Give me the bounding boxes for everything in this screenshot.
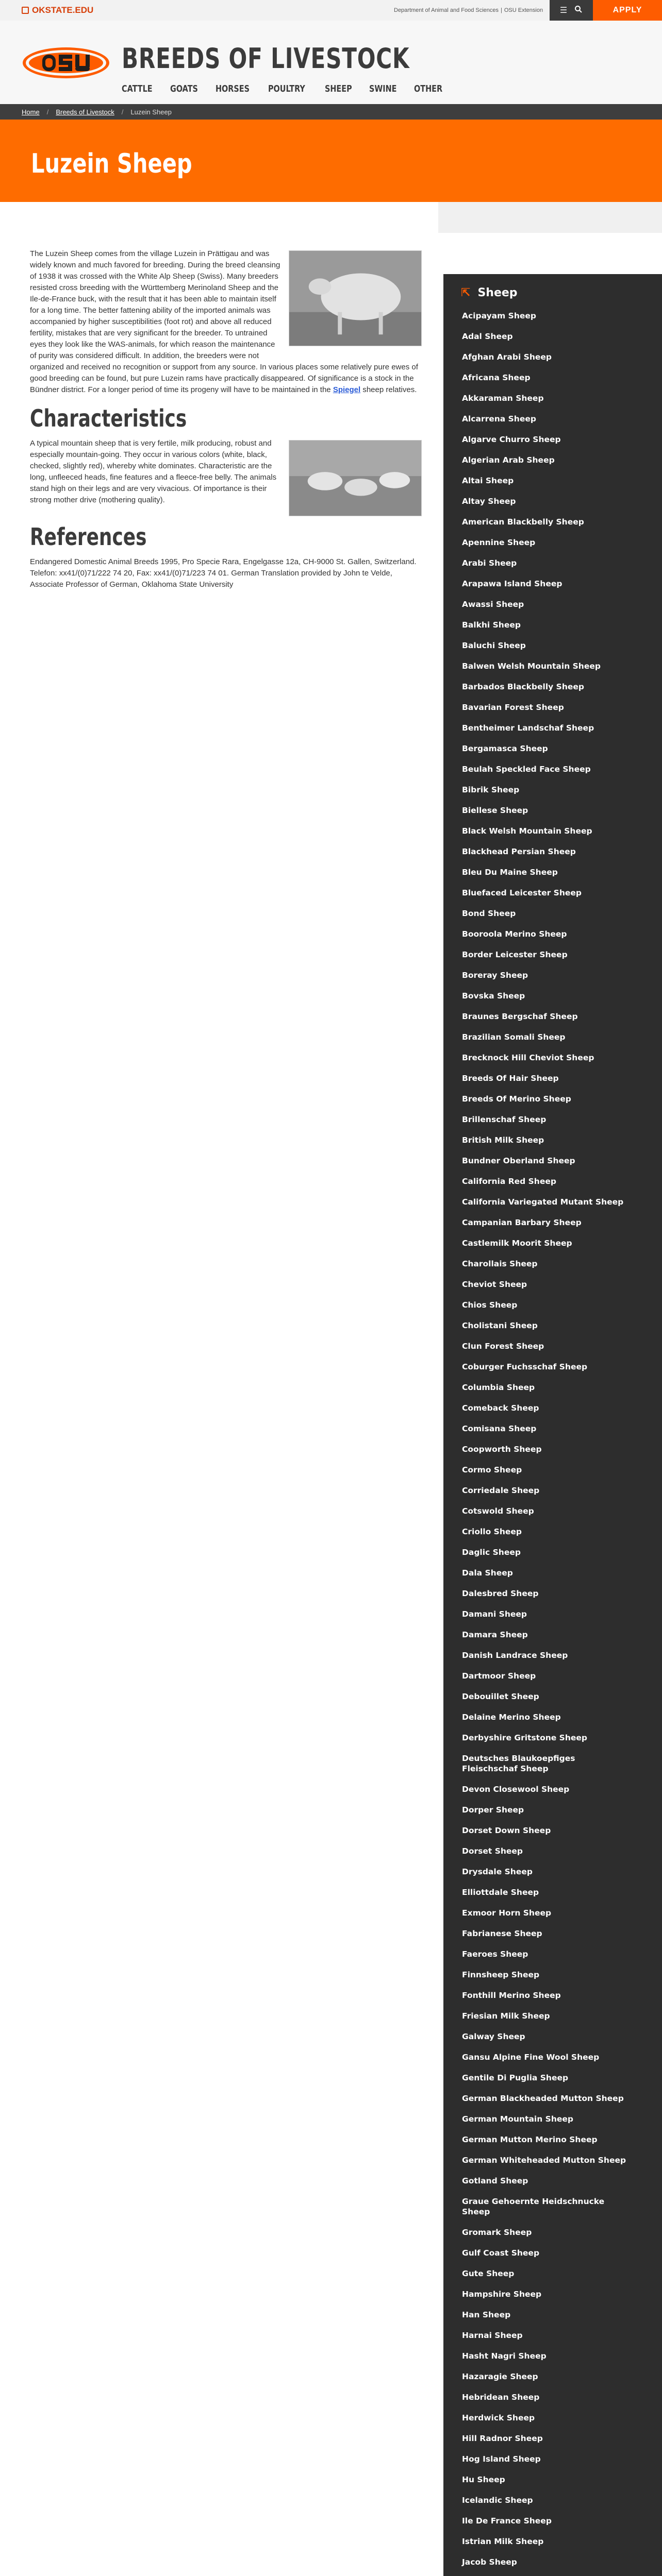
sidebar-item[interactable]: Cholistani Sheep (462, 1321, 538, 1330)
sidebar-item[interactable]: Bavarian Forest Sheep (462, 703, 564, 712)
utility-bar (0, 0, 662, 21)
sidebar-item[interactable]: Bovska Sheep (462, 991, 525, 1001)
sidebar-item[interactable]: German Whiteheaded Mutton Sheep (462, 2156, 626, 2165)
sidebar-item[interactable]: Dorper Sheep (462, 1805, 524, 1815)
intro-text: The Luzein Sheep comes from the village Luzein in Prättigau and was widely known and much favored for breeding. During the breed cleansing of 1938 it was crossed with the White Alp Sheep (Swiss). Many breeders resisted cross breeding with the Württemberg Merinoland Sheep and the Ile-de-France buck, with the result that it has been able to maintain itself for a long time. The better fattening ability of the imported animals was accompanied by higher susceptibilities (foot rot) and above all reduced fertility, mistakes that are very significant for the breeder. To untrained eyes they look like the WAS-animals, for which reason the maintenance of purity was considered difficult. In addition, the breeders were not organized and received no recognition or support from any source. In various places some relatively pure ewes of good breeding can be found, but pure Luzein rams have practically disappeared. Of significance is a stock in the Bündner district. For a longer period of time its progeny will have to be maintained in the (30, 249, 418, 394)
sidebar-item[interactable]: Danish Landrace Sheep (462, 1651, 568, 1660)
sidebar-item[interactable]: Chios Sheep (462, 1300, 518, 1310)
sidebar-item[interactable]: Clun Forest Sheep (462, 1342, 544, 1351)
sidebar-item[interactable]: Castlemilk Moorit Sheep (462, 1239, 572, 1248)
sidebar-item[interactable]: Exmoor Horn Sheep (462, 1908, 552, 1918)
sidebar-item[interactable]: Boreray Sheep (462, 971, 528, 980)
main-nav (122, 83, 460, 94)
sidebar-item[interactable]: Gotland Sheep (462, 2176, 528, 2185)
sidebar-item[interactable]: Coopworth Sheep (462, 1445, 542, 1454)
sidebar-item[interactable]: Dala Sheep (462, 1568, 513, 1578)
sidebar-item[interactable]: Apennine Sheep (462, 538, 536, 547)
references-heading: References (30, 523, 147, 551)
sidebar-item[interactable]: Ile De France Sheep (462, 2516, 552, 2526)
sidebar-item[interactable]: Gentile Di Puglia Sheep (462, 2073, 569, 2082)
nav-poultry[interactable]: POULTRY (268, 83, 306, 94)
sidebar-item[interactable]: Breeds Of Merino Sheep (462, 1094, 571, 1104)
sidebar-item[interactable] (462, 2572, 632, 2576)
sidebar-item[interactable]: Galway Sheep (462, 2032, 525, 2041)
sidebar-item[interactable]: Campanian Barbary Sheep (462, 1218, 582, 1227)
sidebar-item[interactable]: Gromark Sheep (462, 2228, 532, 2237)
sidebar-item[interactable]: Algarve Churro Sheep (462, 435, 561, 444)
osu-brand-icon (22, 7, 29, 14)
dept-link-osu-extension[interactable]: OSU Extension (504, 7, 543, 13)
sidebar-item[interactable]: Herdwick Sheep (462, 2413, 535, 2422)
hero-shadow-box (438, 202, 662, 233)
page-title: Luzein Sheep (31, 148, 192, 179)
sidebar-item[interactable]: Africana Sheep (462, 373, 531, 382)
sidebar-item[interactable]: Hu Sheep (462, 2475, 505, 2484)
okstate-link[interactable] (22, 5, 93, 15)
okstate-link-label: OKSTATE.EDU (32, 5, 94, 15)
sidebar-item[interactable]: American Blackbelly Sheep (462, 517, 584, 527)
sidebar-item[interactable]: Faeroes Sheep (462, 1950, 528, 1959)
main-content (30, 248, 422, 599)
sidebar-item[interactable]: Black Welsh Mountain Sheep (462, 826, 592, 836)
spiegel-link[interactable]: Spiegel (333, 385, 361, 394)
characteristics-heading: Characteristics (30, 404, 187, 432)
sidebar-item[interactable]: California Variegated Mutant Sheep (462, 1197, 624, 1207)
sidebar-item[interactable]: Afghan Arabi Sheep (462, 352, 552, 362)
characteristics-paragraph: A typical mountain sheep that is very fertile, milk producing, robust and especially mountain-going. They occur in various colors (white, black, checked, slightly red), whereby white dominates. Characteristic are the long, unfleeced heads, fine features and a fleece-free belly. The animals stand high on their legs and are very vivacious. Of importance is their strong mother drive (mothering quality). (30, 439, 277, 504)
sidebar-item[interactable]: Awassi Sheep (462, 600, 524, 609)
sidebar-item[interactable]: Cormo Sheep (462, 1465, 522, 1475)
sidebar-item[interactable]: Hasht Nagri Sheep (462, 2351, 547, 2361)
sidebar-item[interactable]: Bond Sheep (462, 909, 516, 918)
site-header (0, 21, 662, 109)
sidebar-item[interactable]: Balkhi Sheep (462, 620, 521, 630)
sidebar-item[interactable]: Hazaragie Sheep (462, 2372, 538, 2381)
sidebar-item[interactable]: Hampshire Sheep (462, 2290, 542, 2299)
sidebar-item[interactable]: Bergamasca Sheep (462, 744, 548, 753)
sidebar-item[interactable]: Drysdale Sheep (462, 1867, 533, 1876)
sidebar-item[interactable]: German Mutton Merino Sheep (462, 2135, 598, 2144)
sidebar-item[interactable]: Gute Sheep (462, 2269, 515, 2278)
department-links: Department of Animal and Food Sciences | OSU Extension (394, 7, 543, 13)
sidebar-item[interactable]: Bleu Du Maine Sheep (462, 868, 558, 877)
sidebar-item[interactable]: Icelandic Sheep (462, 2496, 533, 2505)
sidebar-heading[interactable] (455, 286, 662, 299)
sidebar-item[interactable]: Deutsches Blaukoepfiges Fleischschaf Sheep (462, 1754, 575, 1773)
sidebar-item[interactable]: Coburger Fuchsschaf Sheep (462, 1362, 588, 1371)
sidebar-item[interactable]: Charollais Sheep (462, 1259, 538, 1268)
sidebar-item[interactable]: Daglic Sheep (462, 1548, 521, 1557)
dept-link-animal-food-sciences[interactable]: Department of Animal and Food Sciences (394, 7, 499, 13)
sidebar-item[interactable]: Biellese Sheep (462, 806, 528, 815)
nav-cattle[interactable]: CATTLE (122, 83, 153, 94)
sidebar-item[interactable]: Alcarrena Sheep (462, 414, 536, 423)
sidebar-item[interactable]: Brazilian Somali Sheep (462, 1032, 566, 1042)
sidebar-item[interactable]: Cheviot Sheep (462, 1280, 527, 1289)
sidebar-item[interactable]: Han Sheep (462, 2310, 511, 2319)
sidebar-item[interactable]: Damara Sheep (462, 1630, 528, 1639)
sidebar-item[interactable]: Arabi Sheep (462, 558, 517, 568)
apply-button[interactable]: APPLY (593, 0, 662, 21)
sidebar-item[interactable]: British Milk Sheep (462, 1136, 544, 1145)
sidebar-item[interactable]: Acipayam Sheep (462, 311, 537, 320)
sidebar-item[interactable]: Blackhead Persian Sheep (462, 847, 576, 856)
sidebar-item[interactable]: Graue Gehoernte Heidschnucke Sheep (462, 2197, 605, 2216)
sheep-photo (289, 250, 422, 346)
sidebar-item[interactable]: Breeds Of Hair Sheep (462, 1074, 559, 1083)
intro-text-end: sheep relatives. (360, 385, 417, 394)
sidebar-item[interactable]: Debouillet Sheep (462, 1692, 539, 1701)
arrow-icon: ⇱ (461, 286, 471, 299)
breadcrumb-breeds[interactable]: Breeds of Livestock (56, 108, 114, 116)
search-icon[interactable] (574, 5, 583, 16)
sidebar-item[interactable]: Columbia Sheep (462, 1383, 535, 1392)
sidebar-item[interactable]: Criollo Sheep (462, 1527, 522, 1536)
nav-goats[interactable]: GOATS (170, 83, 198, 94)
sidebar-item[interactable]: Bentheimer Landschaf Sheep (462, 723, 594, 733)
sidebar-item[interactable]: Dalesbred Sheep (462, 1589, 539, 1598)
sidebar-item[interactable]: Dartmoor Sheep (462, 1671, 536, 1681)
sidebar-item[interactable]: German Blackheaded Mutton Sheep (462, 2094, 624, 2103)
sidebar-item[interactable]: Comisana Sheep (462, 1424, 537, 1433)
sidebar-item[interactable]: Algerian Arab Sheep (462, 455, 555, 465)
sidebar-item[interactable]: Booroola Merino Sheep (462, 929, 567, 939)
breadcrumb-separator: / (121, 108, 124, 116)
sidebar-item[interactable]: Altay Sheep (462, 497, 516, 506)
nav-swine[interactable]: SWINE (369, 83, 397, 94)
sidebar-item[interactable]: Corriedale Sheep (462, 1486, 540, 1495)
sidebar-item[interactable]: Fabrianese Sheep (462, 1929, 542, 1938)
sidebar-list (455, 306, 662, 2576)
sidebar-item[interactable]: Elliottdale Sheep (462, 1888, 539, 1897)
page-hero (0, 120, 662, 202)
sidebar-item[interactable]: Fonthill Merino Sheep (462, 1991, 561, 2000)
sidebar-item[interactable]: Beulah Speckled Face Sheep (462, 765, 591, 774)
sidebar-item[interactable]: Harnai Sheep (462, 2331, 523, 2340)
sidebar-item[interactable]: Devon Closewool Sheep (462, 1785, 570, 1794)
sidebar-item[interactable]: Friesian Milk Sheep (462, 2011, 550, 2021)
sidebar-item[interactable]: Cotswold Sheep (462, 1506, 534, 1516)
nav-other[interactable]: OTHER (413, 83, 442, 94)
sidebar-item[interactable]: German Mountain Sheep (462, 2114, 573, 2124)
nav-sheep[interactable]: SHEEP (325, 83, 352, 94)
sidebar-item[interactable]: Border Leicester Sheep (462, 950, 568, 959)
sidebar-item[interactable]: Dorset Sheep (462, 1846, 523, 1856)
breadcrumb-current: Luzein Sheep (130, 108, 172, 116)
sidebar-item[interactable]: Gulf Coast Sheep (462, 2248, 540, 2258)
breed-sidebar (443, 274, 662, 2576)
sidebar-item[interactable]: Bundner Oberland Sheep (462, 1156, 575, 1165)
sidebar-item[interactable]: Hebridean Sheep (462, 2393, 540, 2402)
sidebar-item[interactable]: Dorset Down Sheep (462, 1826, 551, 1835)
sidebar-heading-label: Sheep (477, 286, 518, 299)
sidebar-item[interactable]: Hog Island Sheep (462, 2454, 541, 2464)
sidebar-item[interactable]: Finnsheep Sheep (462, 1970, 540, 1979)
breadcrumb (0, 104, 662, 120)
sidebar-item[interactable]: Derbyshire Gritstone Sheep (462, 1733, 587, 1742)
sidebar-item[interactable]: Arapawa Island Sheep (462, 579, 562, 588)
osu-logo[interactable] (22, 41, 110, 84)
utility-buttons (550, 0, 593, 21)
sidebar-item[interactable]: Brecknock Hill Cheviot Sheep (462, 1053, 594, 1062)
sidebar-item[interactable]: Comeback Sheep (462, 1403, 539, 1413)
sidebar-item[interactable]: Barbados Blackbelly Sheep (462, 682, 584, 691)
references-paragraph: Endangered Domestic Animal Breeds 1995, Pro Specie Rara, Engelgasse 12a, CH-9000 St. Gallen, Switzerland. Telefon: xx41/(0)71/222 74 20, Fax: xx41/(0)71/223 74 01. German Translation provided by John te Velde, Associate Professor of German, Oklahoma State University (30, 557, 417, 589)
sidebar-item[interactable]: Akkaraman Sheep (462, 394, 544, 403)
breadcrumb-separator: / (46, 108, 49, 116)
sidebar-item[interactable]: Brillenschaf Sheep (462, 1115, 547, 1124)
sidebar-item[interactable]: California Red Sheep (462, 1177, 556, 1186)
sidebar-item[interactable]: Damani Sheep (462, 1609, 527, 1619)
sidebar-item[interactable]: Bluefaced Leicester Sheep (462, 888, 582, 897)
sidebar-item[interactable]: Jacob Sheep (462, 2557, 517, 2567)
sidebar-item[interactable]: Delaine Merino Sheep (462, 1713, 561, 1722)
sidebar-item[interactable]: Altai Sheep (462, 476, 514, 485)
nav-horses[interactable]: HORSES (215, 83, 250, 94)
flock-photo (289, 440, 422, 516)
sidebar-item[interactable]: Baluchi Sheep (462, 641, 526, 650)
sidebar-item[interactable]: Adal Sheep (462, 332, 513, 341)
breadcrumb-home[interactable]: Home (22, 108, 40, 116)
site-title[interactable]: BREEDS OF LIVESTOCK (122, 42, 410, 75)
sidebar-item[interactable]: Bibrik Sheep (462, 785, 520, 794)
sidebar-item[interactable]: Istrian Milk Sheep (462, 2537, 544, 2546)
sidebar-item[interactable]: Gansu Alpine Fine Wool Sheep (462, 2053, 600, 2062)
sidebar-item[interactable]: Hill Radnor Sheep (462, 2434, 543, 2443)
sidebar-item[interactable]: Braunes Bergschaf Sheep (462, 1012, 578, 1021)
sidebar-item[interactable]: Balwen Welsh Mountain Sheep (462, 662, 601, 671)
menu-icon[interactable]: ☰ (559, 6, 568, 15)
